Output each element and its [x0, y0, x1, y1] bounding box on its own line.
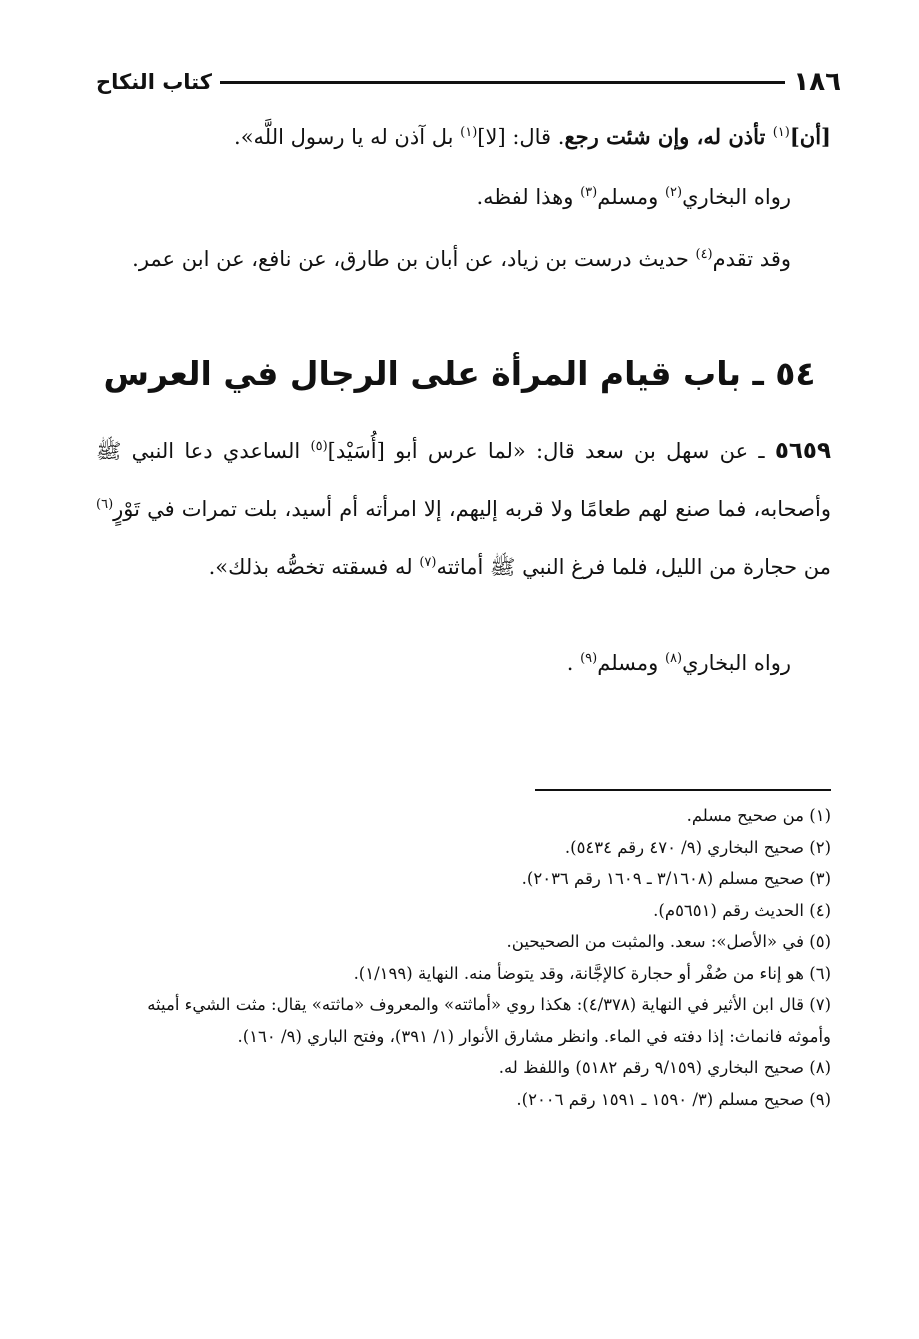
narration-line-1	[96, 168, 831, 226]
footnote-mark: (٥)	[809, 932, 831, 951]
footnote-ref-4: (٤)	[695, 247, 713, 262]
book-title: كتاب النكاح	[96, 70, 212, 94]
footnote-ref-3: (٣)	[580, 185, 598, 200]
footnote-item	[100, 863, 831, 895]
footnote-separator	[535, 789, 831, 791]
text-span: رواه البخاري	[682, 185, 791, 209]
chapter-heading: ٥٤ ـ باب قيام المرأة على الرجال في العرس	[103, 354, 816, 393]
narration-line-2	[96, 634, 831, 692]
page-number: ١٨٦	[793, 67, 841, 97]
continued-hadith-text	[96, 108, 831, 166]
bracketed-word: [أن]	[789, 124, 831, 149]
footnote-ref-5: (٥)	[310, 439, 328, 454]
footnote-text: صحيح مسلم (٣/ ١٥٩٠ ـ ١٥٩١ رقم ٢٠٠٦).	[516, 1089, 810, 1109]
footnote-text: قال ابن الأثير في النهاية (٤/٣٧٨): هكذا روي «أماثته» والمعروف «ماثته» يقال: مثت الشيء أميثه وأموثه فانماث: إذا دفته في الماء. وانظر مشارق الأنوار (١/ ٣٩١)، وفتح الباري (٩/ ١٦٠).	[147, 995, 831, 1046]
footnote-ref-1: (١)	[772, 125, 790, 140]
footnote-mark: (١)	[809, 806, 831, 825]
footnote-text: في «الأصل»: سعد. والمثبت من الصحيحين.	[506, 932, 810, 951]
footnote-ref-9: (٩)	[580, 651, 598, 666]
footnote-mark: (٦)	[809, 963, 831, 983]
text-span: ـ عن سهل بن سعد قال: «لما عرس أبو [أُسَيْد]	[327, 439, 775, 463]
footnote-item	[100, 1084, 831, 1116]
running-header	[96, 62, 841, 102]
footnote-text: صحيح البخاري (٩/١٥٩ رقم ٥١٨٢) واللفظ له.	[498, 1058, 810, 1077]
footnote-ref-1b: (١)	[460, 125, 478, 140]
footnote-mark: (٣)	[809, 869, 831, 888]
footnote-item	[100, 895, 831, 927]
footnotes-list	[100, 800, 831, 1115]
text-span: من حجارة من الليل، فلما فرغ النبي ﷺ أماثته	[436, 555, 831, 579]
footnote-item	[100, 800, 831, 832]
footnote-ref-8: (٨)	[664, 651, 683, 666]
text-span: وقد تقدم	[712, 247, 791, 271]
hadith-number: ٥٦٥٩	[774, 438, 831, 464]
footnote-mark: (٨)	[809, 1058, 831, 1077]
footnote-item	[100, 989, 831, 1052]
text-span: له فسقته تخصُّه بذلك».	[208, 555, 420, 579]
text-span: ومسلم	[597, 185, 665, 209]
text-span: بل آذن له يا رسول اللَّه».	[234, 125, 461, 149]
footnote-item	[100, 1052, 831, 1084]
text-span: رواه البخاري	[682, 651, 791, 675]
hadith-5659	[96, 422, 831, 596]
text-span: حديث درست بن زياد، عن أبان بن طارق، عن نافع، عن ابن عمر.	[132, 247, 696, 271]
footnote-ref-6: (٦)	[96, 497, 114, 512]
text-span: . قال: [لا]	[477, 125, 565, 149]
header-rule	[220, 81, 785, 84]
text-span: وهذا لفظه.	[476, 185, 581, 209]
footnote-item	[100, 832, 831, 864]
footnote-mark: (٧)	[809, 995, 831, 1014]
bold-phrase: تأذن له، وإن شئت رجع	[564, 124, 773, 149]
footnote-text: صحيح البخاري (٩/ ٤٧٠ رقم ٥٤٣٤).	[564, 837, 810, 857]
text-span: الساعدي دعا النبي ﷺ وأصحابه، فما صنع لهم طعامًا ولا قربه إليهم، إلا امرأته أم أسيد، بلت تمرات في تَوْرٍ	[96, 439, 831, 521]
footnote-text: من صحيح مسلم.	[686, 806, 810, 825]
footnote-item	[100, 958, 831, 990]
footnote-mark: (٩)	[809, 1089, 831, 1109]
footnote-mark: (٢)	[809, 837, 831, 857]
text-span: ومسلم	[597, 651, 665, 675]
footnote-text: صحيح مسلم (٣/١٦٠٨ ـ ١٦٠٩ رقم ٢٠٣٦).	[521, 869, 810, 888]
footnote-item	[100, 926, 831, 958]
text-span: .	[566, 651, 581, 675]
previous-hadith-note	[96, 230, 831, 288]
footnote-mark: (٤)	[809, 900, 831, 920]
footnote-ref-7: (٧)	[419, 555, 437, 570]
footnote-text: هو إناء من صُفْر أو حجارة كالإجَّانة، وقد يتوضأ منه. النهاية (١/١٩٩).	[353, 963, 810, 983]
footnote-text: الحديث رقم (٥٦٥١م).	[653, 900, 810, 920]
footnote-ref-2: (٢)	[664, 185, 683, 200]
